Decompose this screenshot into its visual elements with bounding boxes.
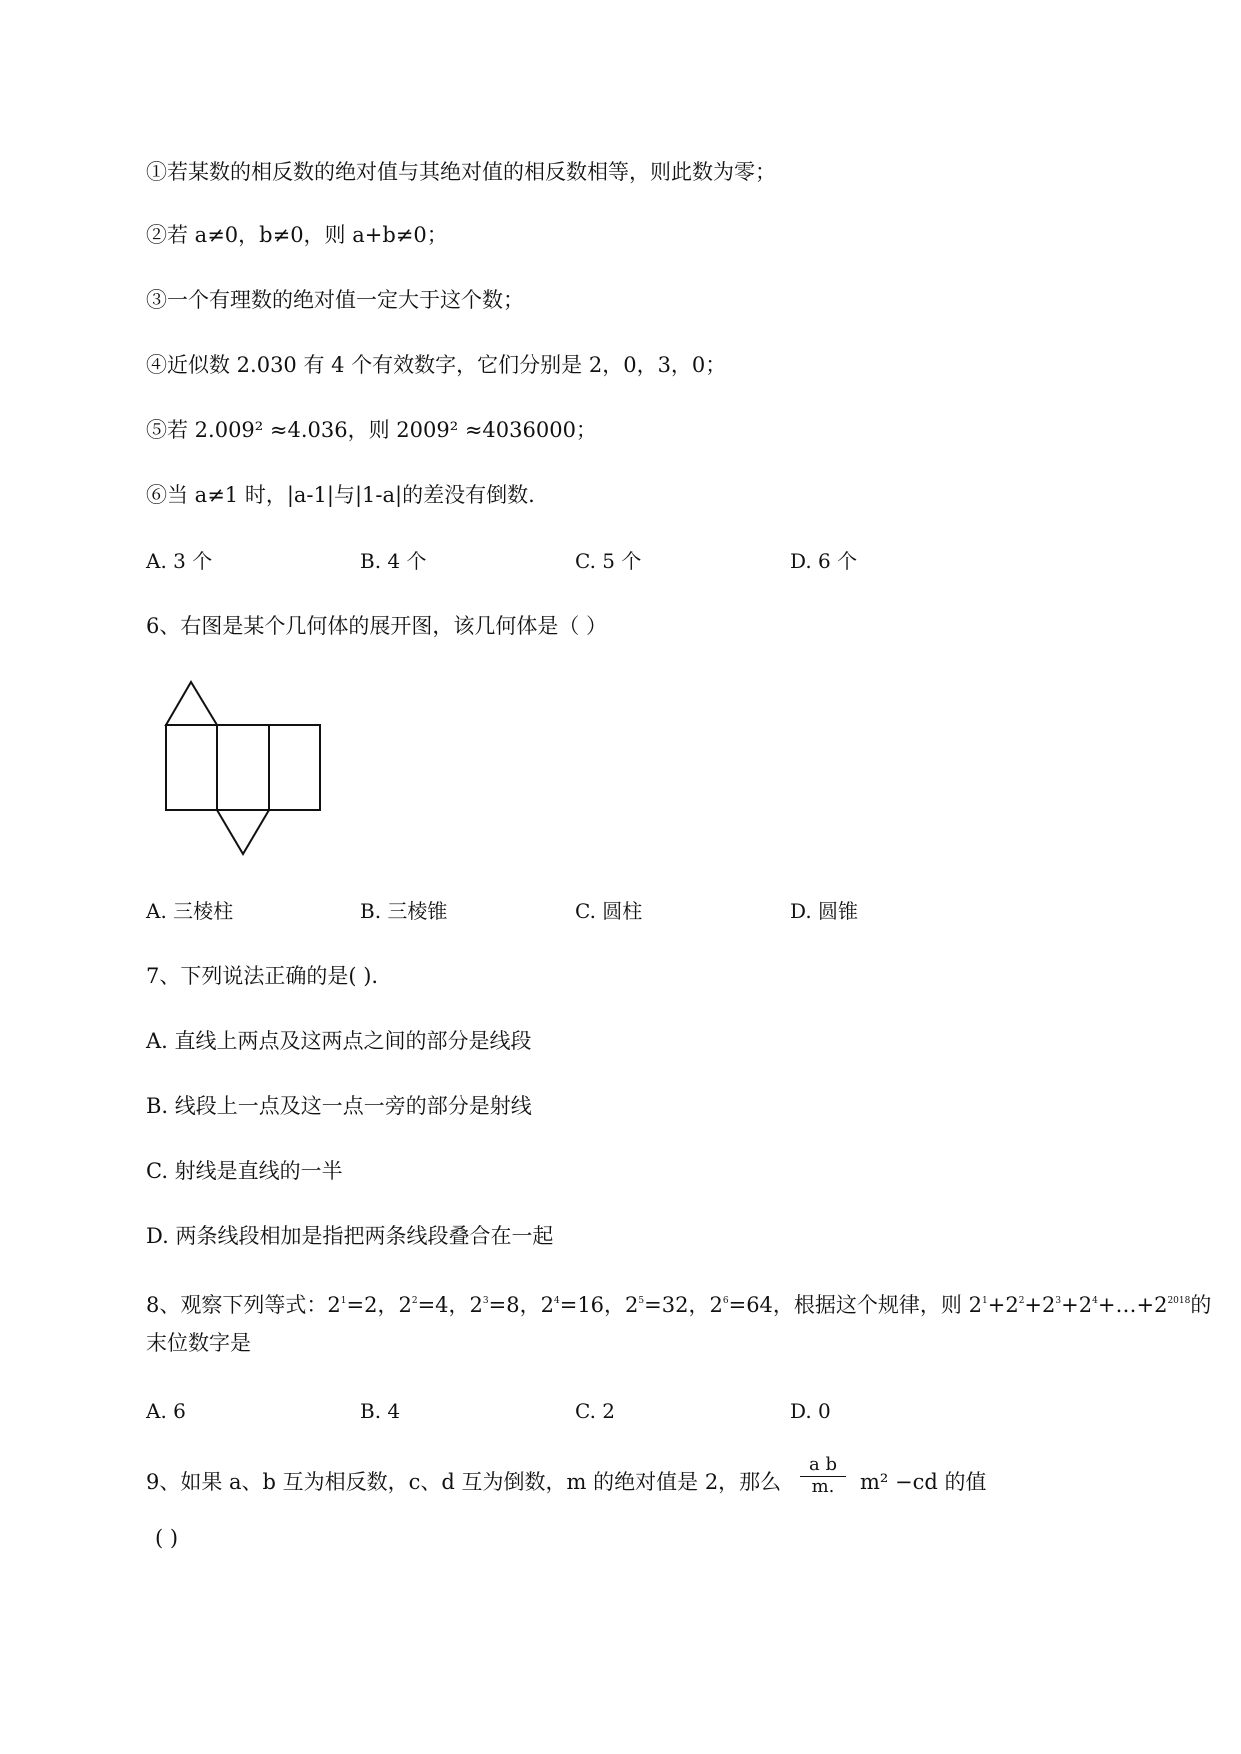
q8-stem	[146, 1288, 1211, 1318]
q5-option-d[interactable]: D. 6 个	[790, 549, 858, 573]
statement-1: ①若某数的相反数的绝对值与其绝对值的相反数相等，则此数为零；	[146, 160, 776, 184]
q8-option-a[interactable]: A. 6	[146, 1399, 186, 1423]
q8-option-c[interactable]: C. 2	[575, 1399, 616, 1423]
result-3: =8，	[488, 1293, 541, 1317]
q7-option-b[interactable]: B. 线段上一点及这一点一旁的部分是射线	[146, 1094, 532, 1118]
q7-option-a[interactable]: A. 直线上两点及这两点之间的部分是线段	[146, 1029, 532, 1053]
plus: +	[1061, 1293, 1079, 1317]
exp-5: 5	[638, 1296, 645, 1306]
q6-option-b[interactable]: B. 三棱锥	[360, 899, 448, 923]
q8-option-b[interactable]: B. 4	[360, 1399, 401, 1423]
base-2: 2	[968, 1293, 982, 1317]
net-bottom-triangle	[217, 810, 269, 854]
result-6: =64，根据这个规律，则	[728, 1293, 969, 1317]
base-2: 2	[540, 1293, 554, 1317]
q5-option-c[interactable]: C. 5 个	[575, 549, 642, 573]
result-5: =32，	[644, 1293, 710, 1317]
statement-2: ②若 a≠0，b≠0，则 a+b≠0；	[146, 223, 448, 247]
result-1: =2，	[346, 1293, 399, 1317]
fraction-denominator: m.	[811, 1476, 835, 1497]
plus-ellipsis: +…+	[1097, 1293, 1155, 1317]
q7-option-d[interactable]: D. 两条线段相加是指把两条线段叠合在一起	[146, 1224, 554, 1248]
exp-6: 6	[722, 1296, 729, 1306]
q8-stem-line2: 末位数字是	[146, 1331, 251, 1355]
sum-exp-1: 1	[981, 1296, 988, 1306]
net-rect-1	[166, 725, 217, 810]
q6-option-a[interactable]: A. 三棱柱	[146, 899, 234, 923]
q6-option-d[interactable]: D. 圆锥	[790, 899, 859, 923]
plus: +	[1024, 1293, 1043, 1317]
net-rect-3	[269, 725, 320, 810]
fraction-numerator: a b	[809, 1454, 837, 1475]
prism-net-figure	[160, 675, 330, 860]
q9-stem: 9、如果 a、b 互为相反数，c、d 互为倒数，m 的绝对值是 2，那么	[146, 1470, 782, 1494]
q5-option-a[interactable]: A. 3 个	[146, 549, 213, 573]
q9-stem-post: m² −cd 的值	[860, 1470, 987, 1494]
base-2: 2	[1005, 1293, 1019, 1317]
q7-option-c[interactable]: C. 射线是直线的一半	[146, 1159, 343, 1183]
statement-6: ⑥当 a≠1 时，|a-1|与|1-a|的差没有倒数.	[146, 483, 535, 507]
q6-stem: 6、右图是某个几何体的展开图，该几何体是（ ）	[146, 614, 608, 638]
result-2: =4，	[417, 1293, 470, 1317]
exp-2: 2	[411, 1296, 418, 1306]
result-4: =16，	[559, 1293, 626, 1317]
base-2: 2	[1042, 1293, 1056, 1317]
statement-4: ④近似数 2.030 有 4 个有效数字，它们分别是 2，0，3，0；	[146, 353, 727, 377]
q8-stem-tail: 的	[1190, 1293, 1212, 1317]
sum-exp-2018: 2018	[1167, 1296, 1191, 1306]
base-2: 2	[469, 1293, 483, 1317]
q6-option-c[interactable]: C. 圆柱	[575, 899, 643, 923]
sum-exp-4: 4	[1092, 1296, 1098, 1306]
q8-stem-intro: 8、观察下列等式：	[146, 1293, 328, 1317]
q9-answer-paren: ( )	[155, 1526, 179, 1550]
fraction	[800, 1455, 846, 1497]
base-2: 2	[327, 1293, 341, 1317]
exp-4: 4	[553, 1296, 560, 1306]
q8-option-d[interactable]: D. 0	[790, 1399, 831, 1423]
statement-5: ⑤若 2.009² ≈4.036，则 2009² ≈4036000；	[146, 418, 597, 442]
exp-1: 1	[340, 1296, 347, 1306]
base-2: 2	[625, 1293, 639, 1317]
q7-stem: 7、下列说法正确的是( ).	[146, 964, 379, 988]
statement-3: ③一个有理数的绝对值一定大于这个数；	[146, 288, 524, 312]
net-rect-2	[217, 725, 269, 810]
base-2: 2	[398, 1293, 412, 1317]
base-2: 2	[1154, 1293, 1168, 1317]
base-2: 2	[709, 1293, 723, 1317]
net-top-triangle	[166, 682, 217, 725]
base-2: 2	[1078, 1293, 1093, 1317]
plus: +	[987, 1293, 1006, 1317]
q5-option-b[interactable]: B. 4 个	[360, 549, 427, 573]
sum-exp-3: 3	[1055, 1296, 1062, 1306]
sum-exp-2: 2	[1018, 1296, 1025, 1306]
exp-3: 3	[482, 1296, 489, 1306]
